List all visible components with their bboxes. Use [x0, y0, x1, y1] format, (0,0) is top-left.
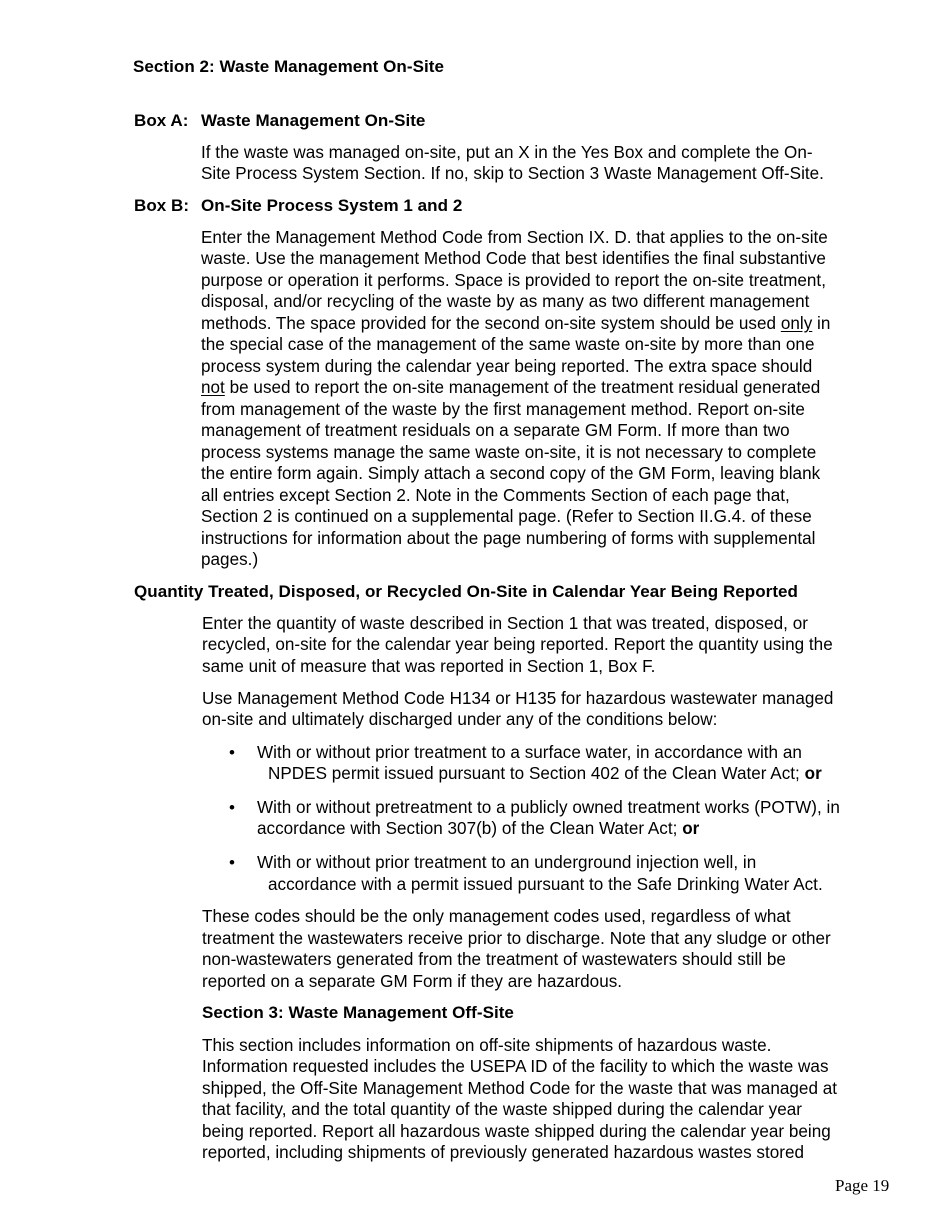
- box-a-title: Waste Management On-Site: [201, 111, 426, 130]
- bullet-text-line: With or without pretreatment to a publicly owned treatment works (POTW), in: [257, 798, 840, 817]
- box-a-label: Box A:: [134, 111, 189, 130]
- box-a-text-line: If the waste was managed on-site, put an X in the Yes Box and complete the On-: [201, 143, 813, 162]
- box-b-text-line: the special case of the management of the same waste on-site by more than one: [201, 335, 815, 354]
- box-b-text-line: Enter the Management Method Code from Section IX. D. that applies to the on-site: [201, 228, 828, 247]
- section2-heading: Section 2: Waste Management On-Site: [133, 57, 444, 76]
- section3-text-line: shipped, the Off-Site Management Method Code for the waste that was managed at: [202, 1079, 838, 1098]
- quantity-text-line: on-site and ultimately discharged under any of the conditions below:: [202, 710, 718, 729]
- quantity-heading: Quantity Treated, Disposed, or Recycled On-Site in Calendar Year Being Reported: [134, 582, 798, 601]
- box-b-text-line: waste. Use the management Method Code that best identifies the final substantive: [201, 249, 826, 268]
- bullet-icon: •: [229, 743, 235, 762]
- quantity-text-line: same unit of measure that was reported in Section 1, Box F.: [202, 657, 656, 676]
- section3-text-line: that facility, and the total quantity of the waste shipped during the calendar year: [202, 1100, 802, 1119]
- box-b-text-line: from management of the waste by the first management method. Report on-site: [201, 400, 805, 419]
- bullet-text-line: With or without prior treatment to a surface water, in accordance with an: [257, 743, 802, 762]
- section3-text-line: reported, including shipments of previously generated hazardous wastes stored: [202, 1143, 805, 1162]
- box-b-label: Box B:: [134, 196, 190, 215]
- section3-text-line: Information requested includes the USEPA ID of the facility to which the waste was: [202, 1057, 829, 1076]
- quantity-text-line: Enter the quantity of waste described in Section 1 that was treated, disposed, or: [202, 614, 808, 633]
- bullet-text-line: [257, 819, 699, 839]
- box-b-text: methods. The space provided for the second on-site system should be used: [201, 314, 781, 333]
- section3-heading: Section 3: Waste Management Off-Site: [202, 1003, 514, 1022]
- box-b-text-line: purpose or operation it performs. Space is provided to report the on-site treatment,: [201, 271, 826, 290]
- box-b-title: On-Site Process System 1 and 2: [201, 196, 463, 215]
- box-b-text-line: disposal, and/or recycling of the waste by as many as two different management: [201, 292, 810, 311]
- box-b-text: be used to report the on-site management of the treatment residual generated: [224, 378, 821, 397]
- box-a-text-line: Site Process System Section. If no, skip to Section 3 Waste Management Off-Site.: [201, 164, 824, 183]
- quantity-text-line: recycled, on-site for the calendar year being reported. Report the quantity using the: [202, 635, 833, 654]
- section3-text-line: being reported. Report all hazardous waste shipped during the calendar year being: [202, 1122, 831, 1141]
- box-b-text-line: the entire form again. Simply attach a second copy of the GM Form, leaving blank: [201, 464, 821, 483]
- page-number: Page 19: [835, 1176, 890, 1195]
- box-b-text-line: [201, 314, 830, 334]
- bold-or: or: [804, 764, 822, 783]
- quantity-text-line: reported on a separate GM Form if they are hazardous.: [202, 972, 623, 991]
- quantity-text-line: treatment the wastewaters receive prior to discharge. Note that any sludge or other: [202, 929, 831, 948]
- box-b-text-line: pages.): [201, 550, 259, 569]
- box-b-text-line: management of treatment residuals on a separate GM Form. If more than two: [201, 421, 790, 440]
- bullet-icon: •: [229, 798, 235, 817]
- quantity-text-line: Use Management Method Code H134 or H135 for hazardous wastewater managed: [202, 689, 834, 708]
- quantity-text-line: These codes should be the only management codes used, regardless of what: [202, 907, 791, 926]
- box-b-text-line: process system during the calendar year being reported. The extra space should: [201, 357, 813, 376]
- emphasis-not: not: [201, 378, 225, 397]
- bullet-text: accordance with Section 307(b) of the Clean Water Act;: [257, 819, 683, 838]
- bullet-text-line: With or without prior treatment to an underground injection well, in: [257, 853, 757, 872]
- box-b-text-line: Section 2 is continued on a supplemental page. (Refer to Section II.G.4. of these: [201, 507, 812, 526]
- bullet-icon: •: [229, 853, 235, 872]
- box-b-text-line: [201, 378, 820, 398]
- emphasis-only: only: [780, 314, 813, 333]
- box-b-text-line: process systems manage the same waste on-site, it is not necessary to complete: [201, 443, 817, 462]
- box-b-text-line: all entries except Section 2. Note in the Comments Section of each page that,: [201, 486, 790, 505]
- box-b-text: in: [812, 314, 831, 333]
- bullet-text: NPDES permit issued pursuant to Section 402 of the Clean Water Act;: [268, 764, 805, 783]
- bold-or: or: [682, 819, 700, 838]
- bullet-text-line: accordance with a permit issued pursuant to the Safe Drinking Water Act.: [268, 875, 823, 894]
- quantity-text-line: non-wastewaters generated from the treatment of wastewaters should still be: [202, 950, 786, 969]
- section3-text-line: This section includes information on off-site shipments of hazardous waste.: [202, 1036, 772, 1055]
- box-b-text-line: instructions for information about the page numbering of forms with supplemental: [201, 529, 816, 548]
- bullet-text-line: [268, 764, 822, 784]
